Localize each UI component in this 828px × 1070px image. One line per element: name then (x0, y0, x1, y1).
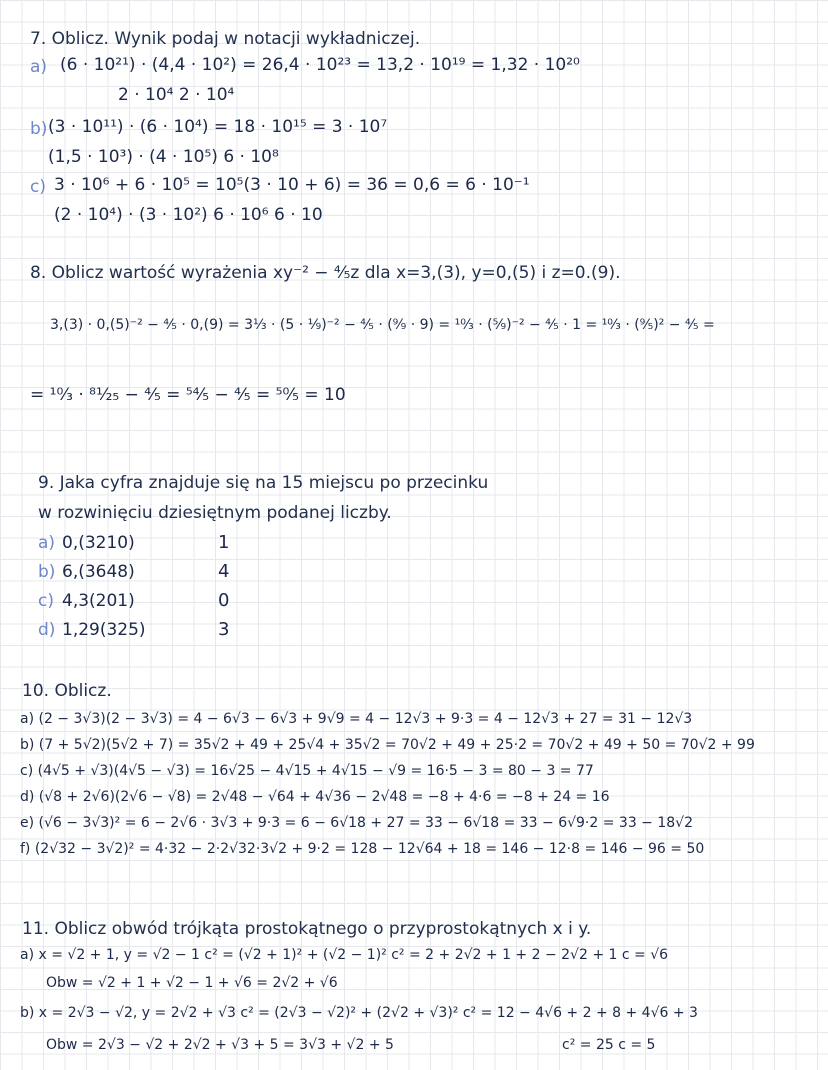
task-7b-line2: (1,5 · 10³) · (4 · 10⁵) 6 · 10⁸ (48, 147, 279, 167)
task-9c-number: 4,3(201) (62, 591, 135, 611)
task-11b-line2: Obw = 2√3 − √2 + 2√2 + √3 + 5 = 3√3 + √2 + 5 (46, 1037, 394, 1053)
task-9a-answer: 1 (218, 532, 230, 553)
task-10-heading: 10. Oblicz. (22, 681, 112, 701)
task-9c-label: c) (38, 591, 54, 611)
task-7c-label: c) (30, 177, 46, 197)
task-10d: d) (√8 + 2√6)(2√6 − √8) = 2√48 − √64 + 4√36 − 2√48 = −8 + 4·6 = −8 + 24 = 16 (20, 789, 610, 805)
task-7a-label: a) (30, 57, 48, 77)
task-7a-line1: (6 · 10²¹) · (4,4 · 10²) = 26,4 · 10²³ = 13,2 · 10¹⁹ = 1,32 · 10²⁰ (60, 55, 580, 75)
task-9b-label: b) (38, 562, 56, 582)
task-7b-label: b) (30, 119, 48, 139)
task-9b-answer: 4 (218, 561, 230, 582)
task-11-heading: 11. Oblicz obwód trójkąta prostokątnego o przyprostokątnych x i y. (22, 919, 592, 939)
task-7a-line2: 2 · 10⁴ 2 · 10⁴ (118, 85, 235, 105)
task-10a: a) (2 − 3√3)(2 − 3√3) = 4 − 6√3 − 6√3 + 9√9 = 4 − 12√3 + 9·3 = 4 − 12√3 + 27 = 31 − 12√3 (20, 711, 693, 727)
task-11a-line2: Obw = √2 + 1 + √2 − 1 + √6 = 2√2 + √6 (46, 975, 338, 991)
task-11a-line1: a) x = √2 + 1, y = √2 − 1 c² = (√2 + 1)² + (√2 − 1)² c² = 2 + 2√2 + 1 + 2 − 2√2 + 1 c = √6 (20, 947, 669, 963)
task-9a-number: 0,(3210) (62, 533, 135, 553)
task-9-heading-line1: 9. Jaka cyfra znajduje się na 15 miejscu po przecinku (38, 473, 489, 493)
task-7c-line2: (2 · 10⁴) · (3 · 10²) 6 · 10⁶ 6 · 10 (54, 205, 323, 225)
task-10b: b) (7 + 5√2)(5√2 + 7) = 35√2 + 49 + 25√4 + 35√2 = 70√2 + 49 + 25·2 = 70√2 + 49 + 50 = 70√2 + 99 (20, 737, 755, 753)
task-7b-line1: (3 · 10¹¹) · (6 · 10⁴) = 18 · 10¹⁵ = 3 · 10⁷ (48, 117, 388, 137)
task-9a-label: a) (38, 533, 56, 553)
task-9b-number: 6,(3648) (62, 562, 135, 582)
task-9d-number: 1,29(325) (62, 620, 146, 640)
task-8-line1: 3,(3) · 0,(5)⁻² − ⁴⁄₅ · 0,(9) = 3⅓ · (5 · ⅑)⁻² − ⁴⁄₅ · (⁹⁄₉ · 9) = ¹⁰⁄₃ · (⁵⁄₉)⁻² − ⁴⁄₅ · 1 = ¹⁰⁄₃ · (⁹⁄₅)² − ⁴⁄₅ = (50, 317, 715, 333)
task-10f: f) (2√32 − 3√2)² = 4·32 − 2·2√32·3√2 + 9·2 = 128 − 12√64 + 18 = 146 − 12·8 = 146 − 96 = 50 (20, 841, 705, 857)
task-9c-answer: 0 (218, 590, 230, 611)
task-10c: c) (4√5 + √3)(4√5 − √3) = 16√25 − 4√15 + 4√15 − √9 = 16·5 − 3 = 80 − 3 = 77 (20, 763, 594, 779)
task-11b-line1: b) x = 2√3 − √2, y = 2√2 + √3 c² = (2√3 − √2)² + (2√2 + √3)² c² = 12 − 4√6 + 2 + 8 + 4√6 + 3 (20, 1005, 698, 1021)
task-9-heading-line2: w rozwinięciu dziesiętnym podanej liczby. (38, 503, 392, 523)
task-7-heading: 7. Oblicz. Wynik podaj w notacji wykładniczej. (30, 29, 421, 49)
task-11b-line3: c² = 25 c = 5 (562, 1037, 656, 1053)
task-8-heading: 8. Oblicz wartość wyrażenia xy⁻² − ⁴⁄₅z dla x=3,(3), y=0,(5) i z=0.(9). (30, 263, 621, 283)
task-10e: e) (√6 − 3√3)² = 6 − 2√6 · 3√3 + 9·3 = 6 − 6√18 + 27 = 33 − 6√18 = 33 − 6√9·2 = 33 − 18√2 (20, 815, 694, 831)
task-9d-label: d) (38, 620, 56, 640)
task-8-line2: = ¹⁰⁄₃ · ⁸¹⁄₂₅ − ⁴⁄₅ = ⁵⁴⁄₅ − ⁴⁄₅ = ⁵⁰⁄₅ = 10 (30, 385, 346, 405)
task-9d-answer: 3 (218, 619, 230, 640)
task-7c-line1: 3 · 10⁶ + 6 · 10⁵ = 10⁵(3 · 10 + 6) = 36 = 0,6 = 6 · 10⁻¹ (54, 175, 530, 195)
